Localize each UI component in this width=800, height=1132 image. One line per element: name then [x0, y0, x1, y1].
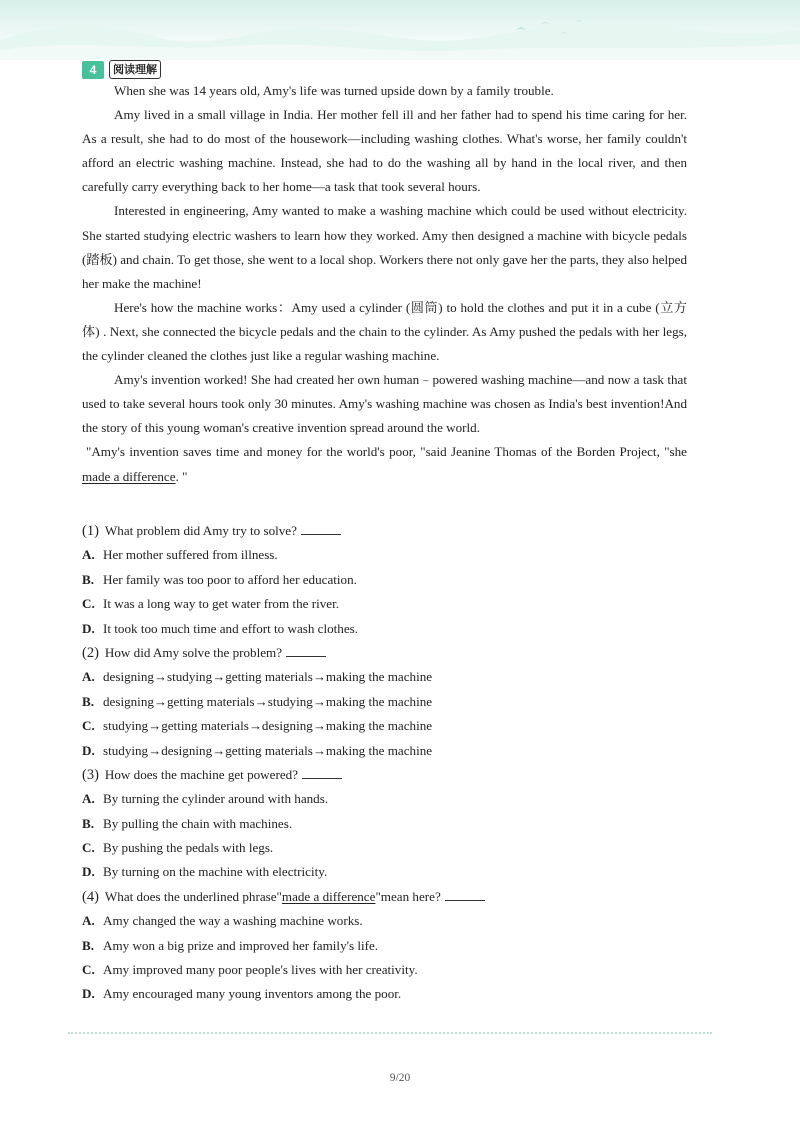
- option-b[interactable]: [82, 812, 702, 836]
- question-index: (1): [82, 523, 99, 539]
- option-text: studying→designing→getting materials→making the machine: [103, 742, 433, 758]
- quote-text: "Amy's invention saves time and money for the world's poor, "said Jeanine Thomas of the Borden Project, "she: [86, 444, 687, 460]
- option-text: Amy changed the way a washing machine works.: [103, 913, 363, 929]
- quote-end: . ": [175, 468, 188, 484]
- question-stem: [82, 519, 702, 543]
- option-a[interactable]: [82, 909, 702, 933]
- reading-passage: [82, 79, 687, 489]
- option-letter: A.: [82, 913, 95, 929]
- passage-paragraph-2: Amy lived in a small village in India. Her mother fell ill and her father had to spend his time caring for her. As a result, she had to do most of the housework—including washing clothes. What's worse, her family couldn't afford an electric washing machine. Instead, she had to do the washing all by hand in the local river, and then carefully carry everything back to her home—a task that took several hours.: [82, 107, 687, 195]
- option-d[interactable]: [82, 860, 702, 884]
- question-stem: [82, 641, 702, 665]
- option-letter: C.: [82, 962, 95, 978]
- question-stem: [82, 885, 702, 909]
- option-text: Amy encouraged many young inventors among the poor.: [103, 986, 402, 1002]
- page-number: 9/20: [389, 1072, 411, 1084]
- option-letter: C.: [82, 596, 95, 612]
- question-text: What does the underlined phrase": [104, 888, 282, 904]
- option-letter: B.: [82, 571, 95, 587]
- passage-paragraph-3: Interested in engineering, Amy wanted to make a washing machine which could be used without electricity. She started studying electric washers to learn how they worked. Amy then designed a machine with bicycle pedals (踏板) and chain. To get those, she went to a local shop. Workers there not only gave her the parts, they also helped her make the machine!: [82, 203, 687, 291]
- question-2: [82, 641, 702, 763]
- option-letter: D.: [82, 986, 95, 1002]
- question-4: [82, 885, 702, 1007]
- option-letter: B.: [82, 693, 95, 709]
- option-d[interactable]: [82, 617, 702, 641]
- option-text: Her mother suffered from illness.: [103, 547, 278, 563]
- option-text: Amy improved many poor people's lives with her creativity.: [103, 962, 418, 978]
- option-text: It took too much time and effort to wash clothes.: [103, 620, 359, 636]
- option-c[interactable]: [82, 714, 702, 738]
- option-text: By pushing the pedals with legs.: [103, 840, 274, 856]
- option-letter: D.: [82, 620, 95, 636]
- passage-paragraph-4: Here's how the machine works：Amy used a cylinder (圆筒) to hold the clothes and put it in a cube (立方体) . Next, she connected the bicycle pedals and the chain to the cylinder. As Amy pushed the pedals with her legs, the cylinder cleaned the clothes just like a regular washing machine.: [82, 299, 687, 364]
- header-banner: [0, 0, 800, 60]
- option-b[interactable]: [82, 934, 702, 958]
- underlined-phrase: made a difference: [82, 468, 176, 484]
- question-text-end: "mean here?: [375, 888, 441, 904]
- option-b[interactable]: [82, 568, 702, 592]
- question-stem: [82, 763, 702, 787]
- option-d[interactable]: [82, 739, 702, 763]
- option-letter: A.: [82, 547, 95, 563]
- option-text: designing→getting materials→studying→making the machine: [103, 693, 433, 709]
- answer-blank[interactable]: [301, 522, 341, 535]
- option-text: Her family was too poor to afford her education.: [103, 571, 357, 587]
- option-a[interactable]: [82, 665, 702, 689]
- question-text: How did Amy solve the problem?: [104, 644, 283, 660]
- question-1: [82, 519, 702, 641]
- question-index: (3): [82, 766, 99, 783]
- option-text: By pulling the chain with machines.: [103, 815, 293, 831]
- option-text: designing→studying→getting materials→making the machine: [103, 669, 433, 685]
- underlined-phrase: made a difference: [281, 888, 376, 904]
- answer-blank[interactable]: [445, 888, 485, 901]
- answer-blank[interactable]: [302, 766, 342, 779]
- option-letter: B.: [82, 815, 95, 831]
- option-text: studying→getting materials→designing→making the machine: [103, 718, 433, 734]
- option-a[interactable]: [82, 787, 702, 811]
- question-text: How does the machine get powered?: [104, 766, 298, 782]
- passage-paragraph-1: When she was 14 years old, Amy's life was turned upside down by a family trouble.: [114, 83, 554, 98]
- question-index: (4): [82, 888, 99, 905]
- option-text: By turning the cylinder around with hands.: [103, 791, 329, 807]
- option-letter: A.: [82, 791, 95, 807]
- option-letter: C.: [82, 840, 95, 856]
- footer-divider: [68, 1032, 712, 1034]
- option-text: It was a long way to get water from the river.: [103, 596, 339, 612]
- question-header: [82, 60, 161, 79]
- landscape-banner-decoration: [0, 0, 800, 60]
- option-letter: C.: [82, 718, 95, 734]
- option-d[interactable]: [82, 982, 702, 1006]
- option-b[interactable]: [82, 690, 702, 714]
- question-type-label: 阅读理解: [109, 60, 161, 79]
- option-text: Amy won a big prize and improved her family's life.: [103, 937, 379, 953]
- option-letter: D.: [82, 864, 95, 880]
- option-c[interactable]: [82, 592, 702, 616]
- passage-paragraph-5: Amy's invention worked! She had created her own human﹣powered washing machine—and now a task that used to take several hours took only 30 minutes. Amy's washing machine was chosen as India's best invention!And the story of this young woman's creative invention spread around the world.: [82, 372, 687, 436]
- question-3: [82, 763, 702, 885]
- option-c[interactable]: [82, 836, 702, 860]
- question-index: (2): [82, 644, 99, 661]
- question-list: [82, 519, 702, 1007]
- option-letter: B.: [82, 937, 95, 953]
- question-number-badge: 4: [82, 61, 104, 79]
- option-a[interactable]: [82, 543, 702, 567]
- passage-paragraph-6: [82, 440, 687, 488]
- option-letter: A.: [82, 669, 95, 685]
- option-letter: D.: [82, 742, 95, 758]
- answer-blank[interactable]: [286, 644, 326, 657]
- option-c[interactable]: [82, 958, 702, 982]
- option-text: By turning on the machine with electricity.: [103, 864, 328, 880]
- question-text: What problem did Amy try to solve?: [104, 523, 297, 538]
